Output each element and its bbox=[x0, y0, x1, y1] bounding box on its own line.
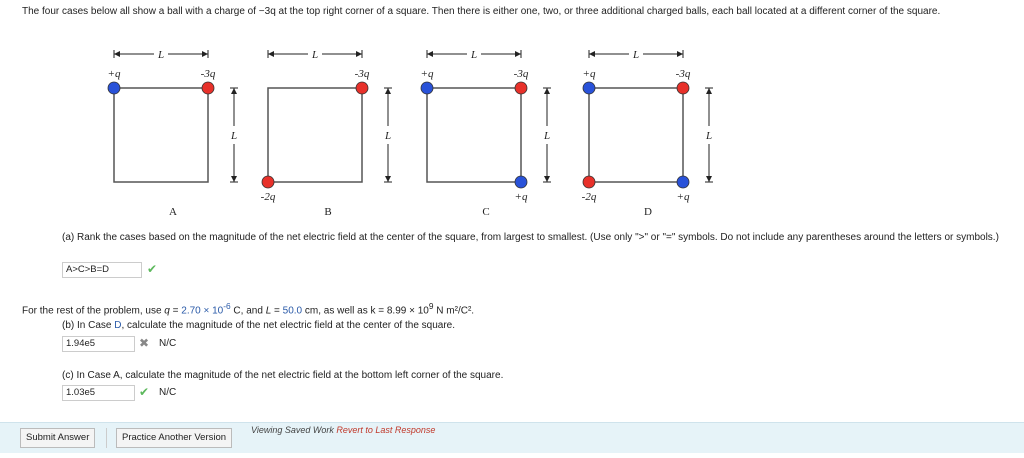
case-c-charge-label-tr: -3q bbox=[513, 68, 529, 80]
revert-link[interactable]: Revert to Last Response bbox=[336, 425, 436, 435]
correct-check-icon: ✔ bbox=[139, 385, 150, 399]
case-c-charge-label-tl: +q bbox=[420, 68, 434, 80]
case-d-charge-label-tl: +q bbox=[582, 68, 596, 80]
part-b-answer-input[interactable]: 1.94e5 bbox=[62, 336, 135, 352]
charge-diagrams bbox=[0, 48, 1024, 220]
case-a-height-dimension-arrowhead-bottom bbox=[231, 176, 237, 182]
case-a-width-dimension-label: L bbox=[157, 49, 165, 61]
case-d-charge-label-br: +q bbox=[676, 191, 690, 203]
case-d-width-dimension-arrowhead-left bbox=[589, 51, 595, 57]
case-a-case-letter: A bbox=[169, 206, 177, 218]
case-b-case-letter: B bbox=[324, 206, 332, 218]
case-d-width-dimension-arrowhead-right bbox=[677, 51, 683, 57]
correct-check-icon: ✔ bbox=[147, 262, 158, 276]
case-c-height-dimension-label: L bbox=[543, 130, 551, 142]
case-d-charge-bl bbox=[583, 176, 595, 188]
case-a-charge-label-tl: +q bbox=[107, 68, 121, 80]
case-b-width-dimension-arrowhead-left bbox=[268, 51, 274, 57]
given-values: For the rest of the problem, use $q = 2.70 \times 10^{-6}$ C, and L = 50.0 cm, as well as $k = 8.99 \times 10^9$ N m²/C². bbox=[22, 301, 475, 317]
case-c-charge-br bbox=[515, 176, 527, 188]
case-d-height-dimension-label: L bbox=[705, 130, 713, 142]
case-c-width-dimension-arrowhead-left bbox=[427, 51, 433, 57]
case-b-charge-label-bl: -2q bbox=[260, 191, 276, 203]
case-c-height-dimension-arrowhead-bottom bbox=[544, 176, 550, 182]
case-b-height-dimension-label: L bbox=[384, 130, 392, 142]
case-b-charge-label-tr: -3q bbox=[354, 68, 370, 80]
case-d-charge-br bbox=[677, 176, 689, 188]
saved-work-status: Viewing Saved Work Revert to Last Response bbox=[251, 425, 436, 435]
case-b-height-dimension-arrowhead-top bbox=[385, 88, 391, 94]
case-c-height-dimension-arrowhead-top bbox=[544, 88, 550, 94]
case-d-charge-tl bbox=[583, 82, 595, 94]
case-d-width-dimension-label: L bbox=[632, 49, 640, 61]
case-a-charge-tl bbox=[108, 82, 120, 94]
part-c-unit: N/C bbox=[159, 387, 177, 398]
case-b-charge-tr bbox=[356, 82, 368, 94]
case-c-case-letter: C bbox=[482, 206, 490, 218]
case-d-charge-tr bbox=[677, 82, 689, 94]
case-c-charge-tl bbox=[421, 82, 433, 94]
case-a-height-dimension-arrowhead-top bbox=[231, 88, 237, 94]
case-b-height-dimension-arrowhead-bottom bbox=[385, 176, 391, 182]
case-b-charge-bl bbox=[262, 176, 274, 188]
part-b-unit: N/C bbox=[159, 338, 177, 349]
case-b-width-dimension-arrowhead-right bbox=[356, 51, 362, 57]
part-c-answer-input[interactable]: 1.03e5 bbox=[62, 385, 135, 401]
case-a-square bbox=[114, 88, 208, 182]
case-c-charge-tr bbox=[515, 82, 527, 94]
part-a-answer-input[interactable]: A>C>B=D bbox=[62, 262, 142, 278]
case-d-height-dimension-arrowhead-top bbox=[706, 88, 712, 94]
case-c-width-dimension-arrowhead-right bbox=[515, 51, 521, 57]
case-a-charge-label-tr: -3q bbox=[200, 68, 216, 80]
case-d-height-dimension-arrowhead-bottom bbox=[706, 176, 712, 182]
case-d-square bbox=[589, 88, 683, 182]
case-c-width-dimension-label: L bbox=[470, 49, 478, 61]
case-a-width-dimension-arrowhead-left bbox=[114, 51, 120, 57]
divider bbox=[106, 428, 107, 448]
case-c-charge-label-br: +q bbox=[514, 191, 528, 203]
part-b-question: (b) In Case D, calculate the magnitude of the net electric field at the center of the square. bbox=[62, 320, 456, 331]
case-a-height-dimension-label: L bbox=[230, 130, 238, 142]
case-a-width-dimension-arrowhead-right bbox=[202, 51, 208, 57]
case-b-width-dimension-label: L bbox=[311, 49, 319, 61]
problem-intro: The four cases below all show a ball with a charge of −3q at the top right corner of a square. Then there is either one, two, or three additional charged balls, each ball located at a different corner of the square. bbox=[22, 6, 941, 17]
submit-answer-button[interactable]: Submit Answer bbox=[20, 428, 95, 448]
case-d-charge-label-bl: -2q bbox=[581, 191, 597, 203]
part-a-question: (a) Rank the cases based on the magnitude of the net electric field at the center of the square, from largest to smallest. (Use only ">" or "=" symbols. Do not include any parentheses around the letters or symbols.) bbox=[62, 232, 999, 243]
case-d-case-letter: D bbox=[644, 206, 652, 218]
case-b-square bbox=[268, 88, 362, 182]
practice-another-version-button[interactable]: Practice Another Version bbox=[116, 428, 232, 448]
part-c-question: (c) In Case A, calculate the magnitude of the net electric field at the bottom left corner of the square. bbox=[62, 370, 504, 381]
incorrect-x-icon: ✖ bbox=[139, 336, 150, 350]
case-a-charge-tr bbox=[202, 82, 214, 94]
case-c-square bbox=[427, 88, 521, 182]
case-d-charge-label-tr: -3q bbox=[675, 68, 691, 80]
